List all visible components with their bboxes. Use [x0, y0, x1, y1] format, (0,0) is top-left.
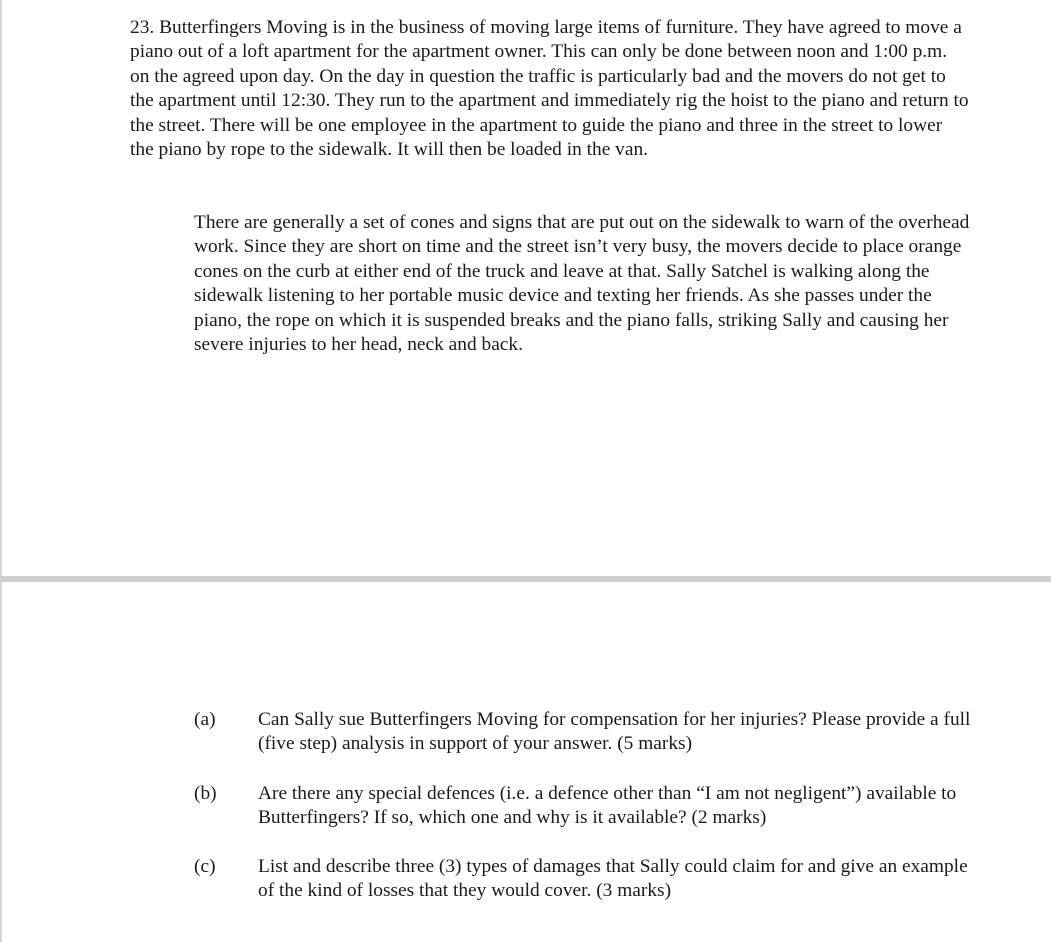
problem-paragraph: 23. Butterfingers Moving is in the business of moving large items of furniture. They have agreed to move a piano out of a loft apartment for the apartment owner. This can only be done between noon and 1:00 p.m. on the agreed upon day. On the day in question the traffic is particularly bad and the movers do not get to the apartment until 12:30. They run to the apartment and immediately rig the hoist to the piano and return to the street. There will be one employee in the apartment to guide the piano and three in the street to lower the piano by rope to the sidewalk. It will then be loaded in the van.	[130, 17, 969, 161]
page-bottom	[0, 582, 1051, 942]
question-c-label: (c)	[194, 856, 216, 877]
question-c-text: List and describe three (3) types of damages that Sally could claim for and give an example of the kind of losses that they would cover. (3 marks)	[258, 856, 968, 902]
question-a-label: (a)	[194, 709, 216, 730]
facts-paragraph: There are generally a set of cones and signs that are put out on the sidewalk to warn of the overhead work. Since they are short on time and the street isn’t very busy, the movers decide to place orange cones on the curb at either end of the truck and leave at that. Sally Satchel is walking along the sidewalk listening to her portable music device and texting her friends. As she passes under the piano, the rope on which it is suspended breaks and the piano falls, striking Sally and causing her severe injuries to her head, neck and back.	[194, 212, 970, 356]
question-b-label: (b)	[194, 783, 217, 804]
question-a-text: Can Sally sue Butterfingers Moving for compensation for her injuries? Please provide a full (five step) analysis in support of your answer. (5 marks)	[258, 709, 971, 755]
question-b-text: Are there any special defences (i.e. a defence other than “I am not negligent”) available to Butterfingers? If so, which one and why is it available? (2 marks)	[258, 783, 957, 829]
